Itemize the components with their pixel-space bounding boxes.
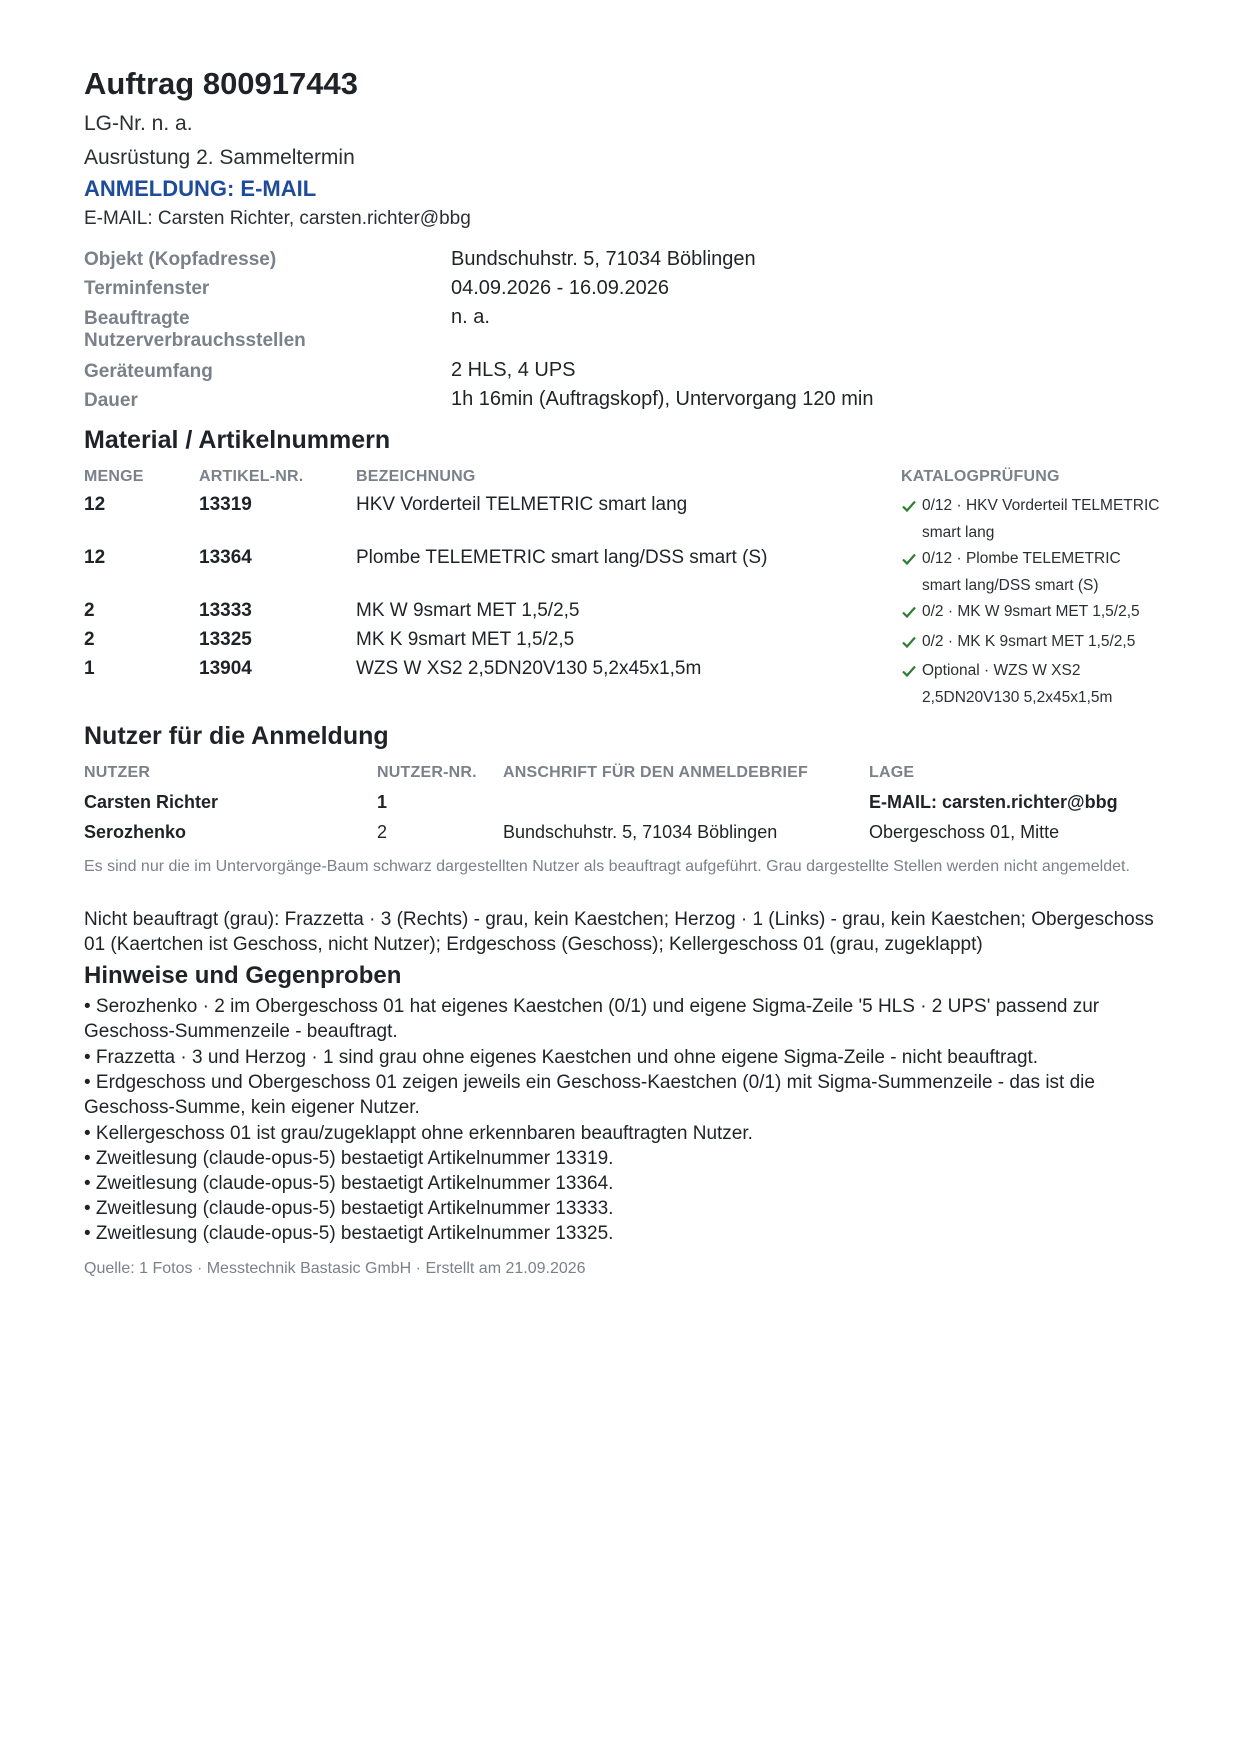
hinweis-item: • Erdgeschoss und Obergeschoss 01 zeigen jeweils ein Geschoss-Kaestchen (0/1) mit Sigma-Summenzeile - das ist die Geschoss-Summe, kein eigener Nutzer.: [84, 1072, 1095, 1118]
nutzer-col-lage: LAGE: [869, 764, 915, 781]
nutzer-col-anschrift: ANSCHRIFT FÜR DEN ANMELDEBRIEF: [503, 764, 808, 781]
nutzer-note: Es sind nur die im Untervorgänge-Baum schwarz dargestellten Nutzer als beauftragt aufgeführt. Grau dargestellte Stellen werden nicht angemeldet.: [84, 858, 1130, 875]
katalog-text: 0/2 · MK K 9smart MET 1,5/2,5: [922, 633, 1136, 650]
material-row-artikel: 13904: [199, 658, 252, 679]
hinweis-item: • Zweitlesung (claude-opus-5) bestaetigt Artikelnummer 13364.: [84, 1173, 614, 1194]
source-footer: Quelle: 1 Fotos · Messtechnik Bastasic GmbH · Erstellt am 21.09.2026: [84, 1260, 586, 1277]
lg-nr: LG-Nr. n. a.: [84, 112, 193, 135]
nutzer-row-anschrift: Bundschuhstr. 5, 71034 Böblingen: [503, 822, 778, 842]
detail-value-terminfenster: 04.09.2026 - 16.09.2026: [451, 277, 669, 299]
nutzer-col-nr: NUTZER-NR.: [377, 764, 477, 781]
material-row-katalog: [901, 545, 1136, 599]
material-col-bezeichnung: BEZEICHNUNG: [356, 468, 476, 485]
nicht-beauftragt: Nicht beauftragt (grau): Frazzetta · 3 (Rechts) - grau, kein Kaestchen; Herzog · 1 (Links) - grau, kein Kaestchen; Obergeschoss 01 (Kaertchen ist Geschoss, nicht Nutzer); Erdgeschoss (Geschoss); Kellergeschoss 01 (grau, zugeklappt): [84, 909, 1154, 955]
check-icon: [901, 498, 917, 514]
material-row-artikel: 13325: [199, 629, 252, 650]
material-row-artikel: 13333: [199, 600, 252, 621]
detail-label-nutzerverbrauchsstellen: Beauftragte Nutzerverbrauchsstellen: [84, 308, 306, 351]
detail-label-geraeteumfang: Geräteumfang: [84, 361, 213, 382]
page-title: Auftrag 800917443: [84, 66, 358, 101]
detail-label-dauer: Dauer: [84, 390, 138, 411]
hinweis-item: • Zweitlesung (claude-opus-5) bestaetigt Artikelnummer 13325.: [84, 1223, 614, 1244]
material-row-menge: 2: [84, 600, 95, 621]
detail-value-dauer: 1h 16min (Auftragskopf), Untervorgang 120 min: [451, 388, 874, 410]
material-col-katalog: KATALOGPRÜFUNG: [901, 468, 1060, 485]
material-row-menge: 12: [84, 494, 106, 515]
katalog-text: 0/12 · Plombe TELEMETRIC smart lang/DSS smart (S): [922, 550, 1121, 594]
nutzer-row-nr: 1: [377, 792, 388, 812]
nutzer-col-nutzer: NUTZER: [84, 764, 151, 781]
nutzer-row-name: Carsten Richter: [84, 792, 219, 812]
check-icon: [901, 663, 917, 679]
hinweis-item: • Zweitlesung (claude-opus-5) bestaetigt Artikelnummer 13319.: [84, 1148, 614, 1169]
nutzer-row-lage: E-MAIL: carsten.richter@bbg: [869, 792, 1118, 812]
material-col-artikel: ARTIKEL-NR.: [199, 468, 304, 485]
nutzer-row-lage: Obergeschoss 01, Mitte: [869, 822, 1060, 842]
material-heading: Material / Artikelnummern: [84, 426, 391, 454]
hinweis-item: • Frazzetta · 3 und Herzog · 1 sind grau ohne eigenes Kaestchen und ohne eigene Sigma-Zeile - nicht beauftragt.: [84, 1047, 1039, 1068]
nutzer-row-nr: 2: [377, 822, 388, 842]
material-row-katalog: [901, 598, 1181, 625]
hinweis-item: • Zweitlesung (claude-opus-5) bestaetigt Artikelnummer 13333.: [84, 1198, 614, 1219]
hinweis-item: • Kellergeschoss 01 ist grau/zugeklappt ohne erkennbaren beauftragten Nutzer.: [84, 1123, 753, 1144]
material-row-bezeichnung: WZS W XS2 2,5DN20V130 5,2x45x1,5m: [356, 658, 702, 679]
detail-value-objekt: Bundschuhstr. 5, 71034 Böblingen: [451, 248, 756, 270]
katalog-text: 0/12 · HKV Vorderteil TELMETRIC smart lang: [922, 497, 1160, 541]
material-row-menge: 1: [84, 658, 95, 679]
nutzer-heading: Nutzer für die Anmeldung: [84, 722, 389, 750]
material-row-artikel: 13364: [199, 547, 252, 568]
material-row-bezeichnung: HKV Vorderteil TELMETRIC smart lang: [356, 494, 688, 515]
material-row-katalog: [901, 628, 1181, 655]
material-row-bezeichnung: Plombe TELEMETRIC smart lang/DSS smart (S): [356, 547, 768, 568]
detail-label-objekt: Objekt (Kopfadresse): [84, 249, 277, 270]
katalog-text: 0/2 · MK W 9smart MET 1,5/2,5: [922, 603, 1140, 620]
material-row-katalog: [901, 492, 1176, 546]
check-icon: [901, 551, 917, 567]
material-row-menge: 12: [84, 547, 106, 568]
check-icon: [901, 634, 917, 650]
hinweise-heading: Hinweise und Gegenproben: [84, 962, 402, 989]
material-row-bezeichnung: MK W 9smart MET 1,5/2,5: [356, 600, 580, 621]
ausruestung: Ausrüstung 2. Sammeltermin: [84, 146, 355, 169]
material-row-bezeichnung: MK K 9smart MET 1,5/2,5: [356, 629, 575, 650]
material-row-menge: 2: [84, 629, 95, 650]
detail-value-geraeteumfang: 2 HLS, 4 UPS: [451, 359, 576, 381]
material-col-menge: MENGE: [84, 468, 144, 485]
material-row-artikel: 13319: [199, 494, 252, 515]
detail-value-nutzerverbrauchsstellen: n. a.: [451, 306, 490, 328]
nutzer-row-name: Serozhenko: [84, 822, 187, 842]
hinweis-item: • Serozhenko · 2 im Obergeschoss 01 hat eigenes Kaestchen (0/1) und eigene Sigma-Zeile '5 HLS · 2 UPS' passend zur Geschoss-Summenzeile - beauftragt.: [84, 996, 1100, 1042]
email-line: E-MAIL: Carsten Richter, carsten.richter@bbg: [84, 208, 471, 229]
anmeldung-type: ANMELDUNG: E-MAIL: [84, 176, 317, 201]
katalog-text: Optional · WZS W XS2 2,5DN20V130 5,2x45x1,5m: [922, 662, 1113, 706]
material-row-katalog: [901, 657, 1131, 711]
check-icon: [901, 604, 917, 620]
detail-label-terminfenster: Terminfenster: [84, 278, 210, 299]
